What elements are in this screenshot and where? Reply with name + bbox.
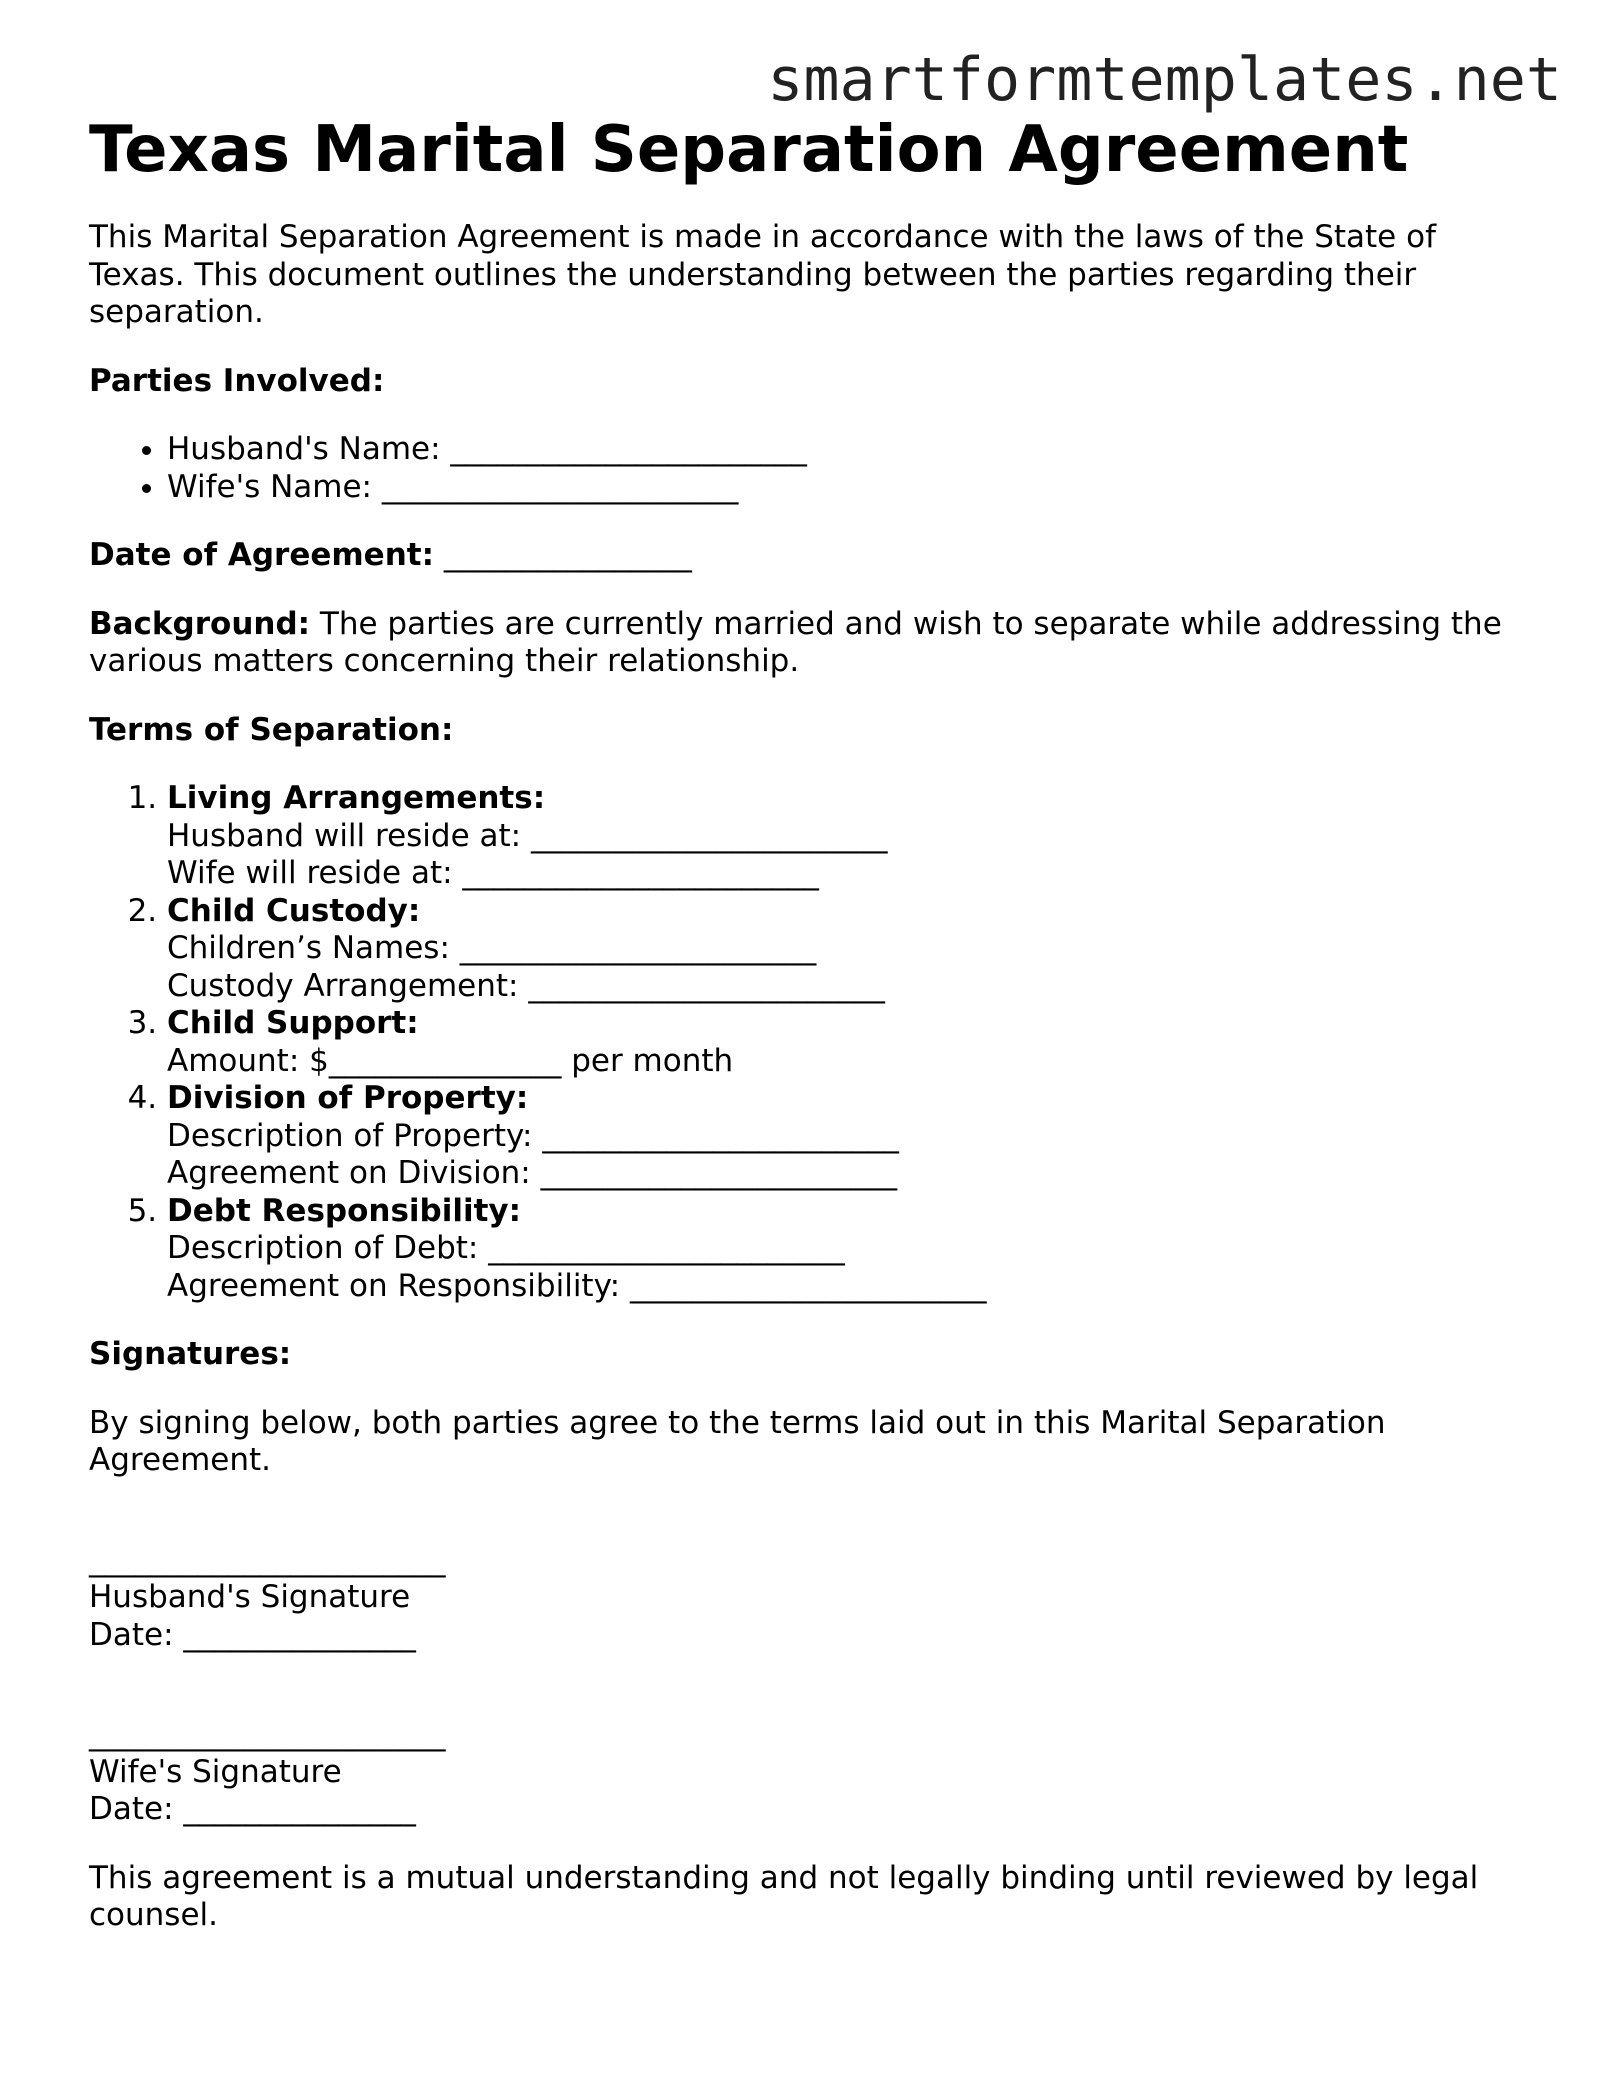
term-line: Agreement on Division: _______________________ bbox=[167, 1155, 898, 1191]
wife-signature-line: _______________________ bbox=[89, 1716, 446, 1752]
term-line: Children’s Names: _______________________ bbox=[167, 930, 817, 966]
wife-signature-block bbox=[89, 1716, 1529, 1829]
wife-signature-date: Date: _______________ bbox=[89, 1791, 416, 1827]
signatures-paragraph: By signing below, both parties agree to the terms laid out in this Marital Separation Agreement. bbox=[89, 1404, 1386, 1478]
background-text: The parties are currently married and wish to separate while addressing the various matters concerning their relationship. bbox=[89, 605, 1502, 679]
spacer bbox=[89, 506, 1529, 537]
term-living-arrangements bbox=[167, 780, 1529, 893]
terms-list bbox=[89, 780, 1529, 1305]
spacer bbox=[89, 332, 1529, 363]
term-title: 3. Child Support: bbox=[167, 1005, 419, 1041]
document-body bbox=[89, 112, 1529, 1935]
date-of-agreement-blank: ________________ bbox=[443, 537, 692, 573]
spacer bbox=[89, 1654, 1529, 1685]
spacer bbox=[89, 1829, 1529, 1860]
term-title: 4. Division of Property: bbox=[167, 1080, 529, 1116]
signatures-heading: Signatures: bbox=[89, 1336, 292, 1372]
spacer bbox=[89, 749, 1529, 780]
term-line: Wife will reside at: _______________________ bbox=[167, 855, 819, 891]
list-item-wife-name: • Wife's Name: _______________________ bbox=[167, 469, 1529, 507]
term-title: 5. Debt Responsibility: bbox=[167, 1192, 522, 1229]
term-line: Agreement on Responsibility: _______________________ bbox=[167, 1267, 987, 1304]
term-line: Amount: $_______________ per month bbox=[167, 1042, 734, 1079]
husband-signature-date: Date: _______________ bbox=[89, 1616, 416, 1653]
spacer bbox=[89, 1480, 1529, 1511]
spacer bbox=[89, 1685, 1529, 1716]
term-line: Husband will reside at: _______________________ bbox=[167, 817, 888, 854]
disclaimer-paragraph: This agreement is a mutual understanding and not legally binding until reviewed by legal counsel. bbox=[89, 1859, 1479, 1933]
husband-signature-line: _______________________ bbox=[89, 1541, 446, 1578]
spacer bbox=[89, 1511, 1529, 1542]
term-title: 1. Living Arrangements: bbox=[167, 780, 546, 816]
date-of-agreement bbox=[89, 537, 1529, 575]
date-of-agreement-label: Date of Agreement: bbox=[89, 537, 434, 573]
spacer bbox=[89, 1374, 1529, 1405]
spacer bbox=[89, 1305, 1529, 1336]
spacer bbox=[89, 400, 1529, 431]
term-line: Custody Arrangement: _______________________ bbox=[167, 967, 885, 1004]
term-line: Description of Property: _______________________ bbox=[167, 1117, 899, 1154]
term-child-custody bbox=[167, 893, 1529, 1006]
husband-signature-label: Husband's Signature bbox=[89, 1579, 411, 1615]
parties-list bbox=[89, 431, 1529, 506]
term-title: 2. Child Custody: bbox=[167, 892, 421, 929]
term-child-support bbox=[167, 1005, 1529, 1080]
wife-signature-label: Wife's Signature bbox=[89, 1753, 342, 1790]
term-division-of-property bbox=[167, 1080, 1529, 1193]
terms-heading: Terms of Separation: bbox=[89, 711, 454, 748]
background-paragraph bbox=[89, 606, 1529, 681]
background-label: Background: bbox=[89, 605, 311, 642]
term-line: Description of Debt: _______________________ bbox=[167, 1230, 845, 1266]
document-title: Texas Marital Separation Agreement bbox=[89, 113, 1409, 187]
spacer bbox=[89, 681, 1529, 712]
spacer bbox=[89, 188, 1529, 219]
watermark-text: smartformtemplates.net bbox=[767, 45, 1562, 115]
intro-paragraph: This Marital Separation Agreement is made in accordance with the laws of the State of Texas. This document outlines the understanding between the parties regarding their separation. bbox=[89, 219, 1436, 330]
husband-signature-block bbox=[89, 1542, 1529, 1655]
list-item-husband-name: • Husband's Name: _______________________ bbox=[167, 431, 1529, 469]
term-debt-responsibility bbox=[167, 1193, 1529, 1306]
parties-heading: Parties Involved: bbox=[89, 362, 385, 399]
spacer bbox=[89, 575, 1529, 606]
